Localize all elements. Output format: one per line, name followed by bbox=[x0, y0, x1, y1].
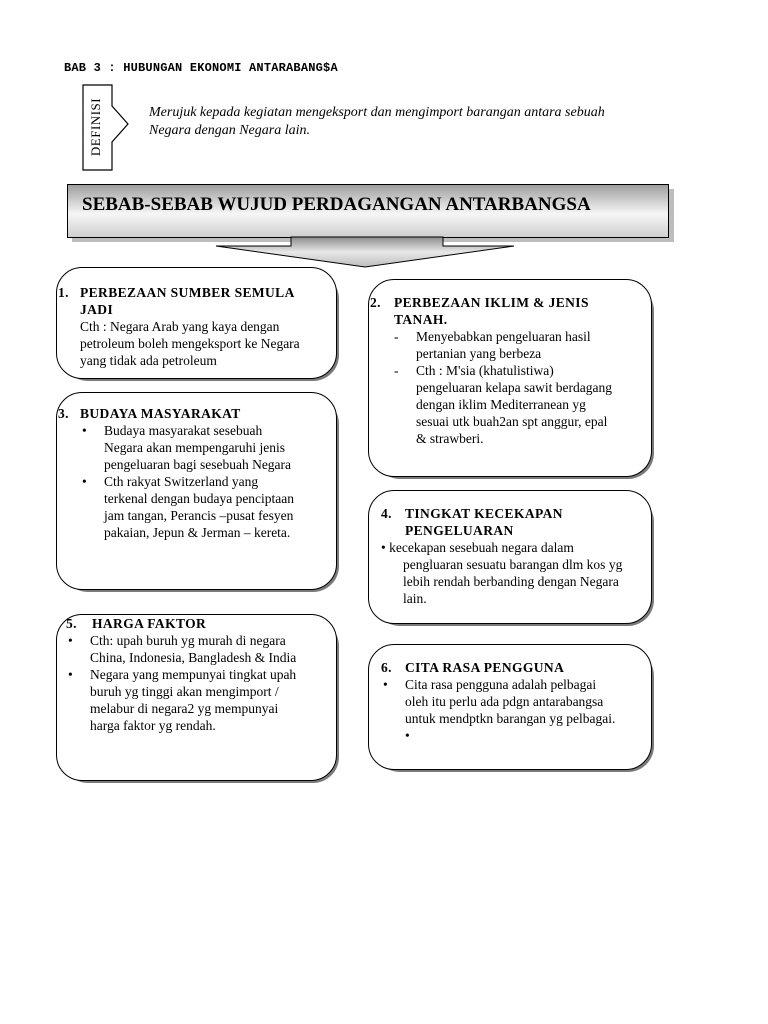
box-4-line: lebih rendah berbanding dengan Negara bbox=[403, 574, 619, 589]
box-4-heading: 4. TINGKAT KECEKAPAN bbox=[381, 506, 563, 521]
banner-title: SEBAB-SEBAB WUJUD PERDAGANGAN ANTARBANGSA bbox=[82, 194, 591, 215]
box-6-list bbox=[381, 676, 653, 727]
box-4-lead: • kecekapan sesebuah negara dalam bbox=[381, 540, 574, 555]
list-item: • Budaya masyarakat sesebuah Negara akan mempengaruhi jenis pengeluaran bagi sesebuah Negara bbox=[82, 423, 292, 472]
box-2-list bbox=[370, 328, 650, 447]
down-chevron-shape bbox=[215, 236, 515, 270]
definition-text: Merujuk kepada kegiatan mengeksport dan mengimport barangan antara sebuah Negara dengan Negara lain. bbox=[149, 105, 605, 138]
box-1-content bbox=[58, 284, 338, 369]
chapter-title: BAB 3 : HUBUNGAN EKONOMI ANTARABANG$A bbox=[64, 61, 338, 75]
box-4-content bbox=[381, 505, 653, 607]
box-5-content bbox=[66, 615, 338, 734]
list-item: - Cth : M'sia (khatulistiwa) pengeluaran kelapa sawit berdagang dengan iklim Mediterranean yg sesuai utk buah2an spt anggur, epal & strawberi. bbox=[394, 363, 613, 446]
list-item: • Cth rakyat Switzerland yang terkenal dengan budaya penciptaan jam tangan, Perancis –pusat fesyen pakaian, Jepun & Jerman – kereta. bbox=[82, 474, 295, 540]
box-1-heading: 1. PERBEZAAN SUMBER SEMULA bbox=[58, 285, 295, 300]
box-3-content bbox=[58, 405, 338, 541]
box-4-line: pengluaran sesuatu barangan dlm kos yg bbox=[403, 557, 623, 572]
box-1-heading-line2: JADI bbox=[80, 302, 114, 317]
box-4-heading-line2: PENGELUARAN bbox=[405, 523, 514, 538]
box-3-heading: 3. BUDAYA MASYARAKAT bbox=[58, 406, 241, 421]
box-6-heading: 6. CITA RASA PENGGUNA bbox=[381, 660, 565, 675]
list-item: • Cth: upah buruh yg murah di negara China, Indonesia, Bangladesh & India bbox=[68, 633, 297, 665]
box-1-line: Cth : Negara Arab yang kaya dengan bbox=[80, 319, 280, 334]
box-5-heading: 5. HARGA FAKTOR bbox=[66, 616, 207, 631]
box-3-list bbox=[58, 422, 338, 541]
box-4-line: lain. bbox=[403, 591, 427, 606]
list-item: • Cita rasa pengguna adalah pelbagai oleh itu perlu ada pdgn antarabangsa untuk mendptkn barangan yg pelbagai. bbox=[383, 677, 616, 726]
box-6-trailing-bullet: • bbox=[405, 728, 410, 743]
box-2-heading-line2: TANAH. bbox=[394, 312, 448, 327]
definition-label: DEFINISI bbox=[88, 97, 103, 157]
box-6-content bbox=[381, 659, 653, 744]
box-1-line: petroleum boleh mengeksport ke Negara bbox=[80, 336, 300, 351]
box-2-heading: 2. PERBEZAAN IKLIM & JENIS bbox=[370, 295, 589, 310]
list-item: • Negara yang mempunyai tingkat upah buruh yg tinggi akan mengimport / melabur di negara2 yg mempunyai harga faktor yg rendah. bbox=[68, 667, 297, 733]
list-item: - Menyebabkan pengeluaran hasil pertanian yang berbeza bbox=[394, 329, 591, 361]
box-5-list bbox=[66, 632, 338, 734]
box-2-content bbox=[370, 294, 650, 447]
box-1-line: yang tidak ada petroleum bbox=[80, 353, 217, 368]
